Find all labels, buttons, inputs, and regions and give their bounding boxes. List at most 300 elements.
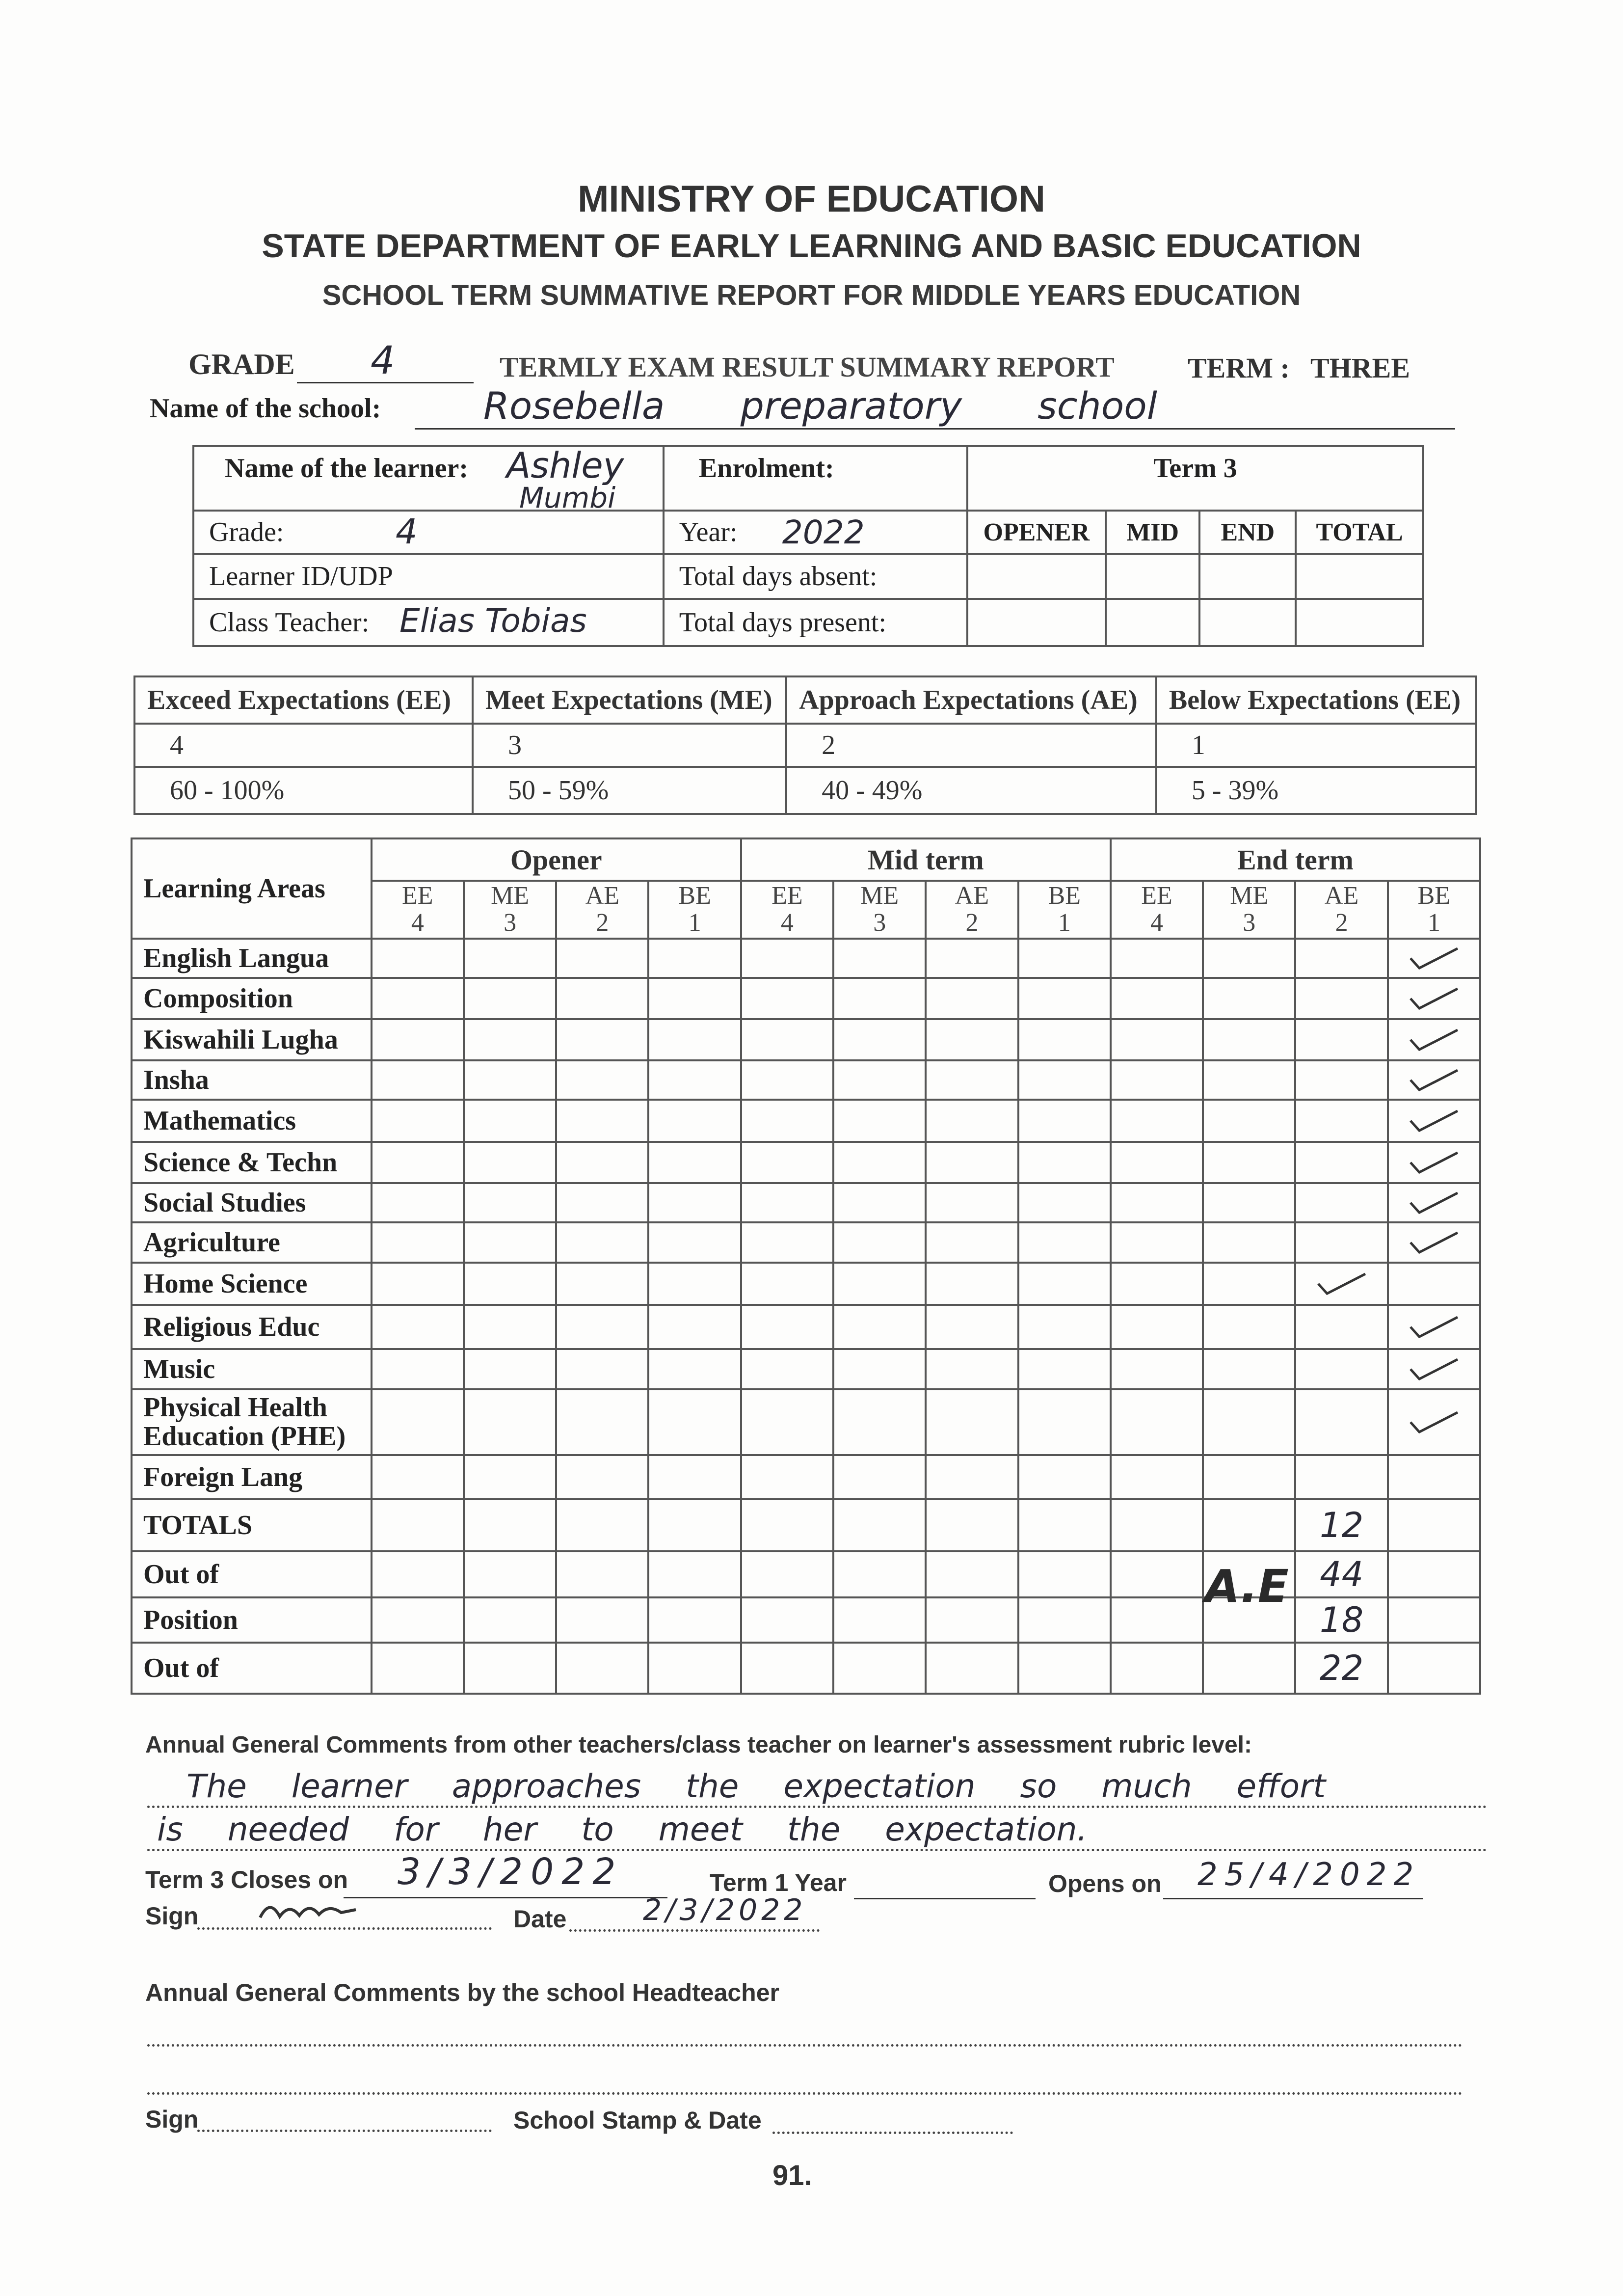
level-header-be bbox=[1388, 881, 1480, 939]
checkmark-icon bbox=[1405, 1228, 1463, 1257]
level-point: 1 bbox=[688, 909, 701, 937]
result-cell bbox=[648, 1100, 741, 1142]
result-cell bbox=[1388, 1019, 1480, 1060]
result-cell bbox=[372, 1142, 464, 1183]
result-cell bbox=[1388, 1389, 1480, 1455]
result-cell bbox=[556, 1183, 648, 1222]
result-cell bbox=[926, 1349, 1018, 1389]
days-present-label: Total days present: bbox=[679, 607, 886, 638]
summary-cell bbox=[372, 1551, 464, 1597]
page-number: 91. bbox=[772, 2160, 812, 2191]
scale-point-be: 1 bbox=[1191, 730, 1205, 760]
result-cell bbox=[1295, 939, 1387, 978]
level-header-ee bbox=[372, 881, 464, 939]
result-cell bbox=[1295, 1222, 1387, 1263]
result-cell bbox=[926, 939, 1018, 978]
result-cell bbox=[833, 1060, 926, 1100]
result-cell bbox=[464, 1349, 556, 1389]
subject-row bbox=[132, 1060, 1480, 1100]
scale-range-me: 50 - 59% bbox=[507, 775, 609, 806]
opens-on-value: 25/4/2022 bbox=[1197, 1857, 1421, 1893]
result-cell bbox=[556, 939, 648, 978]
summary-cell bbox=[1388, 1499, 1480, 1551]
year-label: Year: bbox=[679, 517, 738, 547]
result-cell bbox=[926, 1263, 1018, 1305]
result-cell bbox=[556, 1305, 648, 1349]
level-point: 2 bbox=[965, 909, 979, 937]
result-cell bbox=[1111, 1263, 1203, 1305]
grade-row-value: 4 bbox=[396, 512, 418, 552]
result-cell bbox=[648, 1349, 741, 1389]
result-cell bbox=[1203, 939, 1295, 978]
result-cell bbox=[926, 1455, 1018, 1499]
term-value: THREE bbox=[1310, 352, 1410, 384]
level-code: EE bbox=[1141, 882, 1172, 910]
result-cell bbox=[648, 1389, 741, 1455]
grade-value: 4 bbox=[371, 339, 395, 383]
result-cell bbox=[741, 1060, 833, 1100]
result-cell bbox=[372, 1305, 464, 1349]
result-cell bbox=[648, 978, 741, 1019]
grade-label: GRADE bbox=[188, 348, 295, 380]
scale-point-ee: 4 bbox=[170, 730, 184, 760]
result-cell bbox=[1018, 1263, 1111, 1305]
checkmark-icon bbox=[1405, 1354, 1463, 1384]
checkmark-icon bbox=[1405, 1188, 1463, 1217]
learner-name-label: Name of the learner: bbox=[225, 453, 469, 484]
level-header-be bbox=[1018, 881, 1111, 939]
result-cell bbox=[833, 1100, 926, 1142]
scale-point-me: 3 bbox=[507, 730, 522, 760]
result-cell bbox=[556, 1100, 648, 1142]
term-label: TERM : bbox=[1188, 352, 1290, 384]
subject-row bbox=[132, 1142, 1480, 1183]
summary-cell bbox=[1018, 1551, 1111, 1597]
level-header-ee bbox=[741, 881, 833, 939]
summary-cell bbox=[926, 1551, 1018, 1597]
summary-cell bbox=[1018, 1643, 1111, 1694]
result-cell bbox=[648, 1305, 741, 1349]
subject-name bbox=[132, 1019, 372, 1060]
teacher-signature bbox=[255, 1893, 363, 1927]
subject-row bbox=[132, 1455, 1480, 1499]
group-end-term: End term bbox=[1237, 843, 1354, 876]
summary-label: Out of bbox=[132, 1643, 372, 1694]
result-cell bbox=[1018, 1060, 1111, 1100]
subject-name-text-line2: Education (PHE) bbox=[143, 1421, 346, 1452]
summary-cell bbox=[833, 1499, 926, 1551]
subject-name-text: Music bbox=[143, 1354, 215, 1384]
result-cell bbox=[464, 1100, 556, 1142]
checkmark-icon bbox=[1405, 1312, 1463, 1342]
term3-header: Term 3 bbox=[1153, 453, 1237, 484]
summary-cell bbox=[1388, 1643, 1480, 1694]
result-cell bbox=[926, 1183, 1018, 1222]
term1-year-label: Term 1 Year bbox=[710, 1869, 847, 1896]
result-cell bbox=[1111, 1349, 1203, 1389]
result-cell bbox=[741, 1183, 833, 1222]
result-cell bbox=[648, 1060, 741, 1100]
result-cell bbox=[372, 1263, 464, 1305]
summary-cell bbox=[741, 1551, 833, 1597]
result-cell bbox=[1388, 1100, 1480, 1142]
expectation-scale-table bbox=[133, 675, 1477, 815]
level-code: AE bbox=[955, 882, 989, 910]
checkmark-icon bbox=[1405, 1106, 1463, 1135]
result-cell bbox=[1388, 1142, 1480, 1183]
head-line-1 bbox=[147, 2044, 1463, 2047]
summary-cell bbox=[1111, 1597, 1203, 1643]
result-cell bbox=[1295, 1060, 1387, 1100]
result-cell bbox=[648, 1142, 741, 1183]
result-cell bbox=[1111, 1183, 1203, 1222]
school-value: Rosebella preparatory school bbox=[483, 384, 1157, 428]
result-cell bbox=[741, 1222, 833, 1263]
result-cell bbox=[926, 1305, 1018, 1349]
result-cell bbox=[1203, 1263, 1295, 1305]
level-code: AE bbox=[585, 882, 620, 910]
result-cell bbox=[464, 1183, 556, 1222]
col-mid: MID bbox=[1126, 518, 1179, 546]
result-cell bbox=[741, 978, 833, 1019]
result-cell bbox=[464, 1222, 556, 1263]
subject-name-text: Social Studies bbox=[143, 1188, 306, 1218]
result-cell bbox=[1388, 1349, 1480, 1389]
head-line-2 bbox=[147, 2092, 1463, 2095]
level-code: AE bbox=[1324, 882, 1359, 910]
result-cell bbox=[464, 1389, 556, 1455]
summary-row bbox=[132, 1499, 1480, 1551]
learner-info-table bbox=[192, 445, 1424, 647]
result-cell bbox=[372, 1389, 464, 1455]
result-cell bbox=[833, 1389, 926, 1455]
result-cell bbox=[926, 1142, 1018, 1183]
level-point: 3 bbox=[504, 909, 517, 937]
teacher-comment-line2: is needed for her to meet the expectation. bbox=[157, 1810, 1088, 1848]
col-end: END bbox=[1221, 518, 1275, 546]
result-cell bbox=[372, 1222, 464, 1263]
result-cell bbox=[372, 1183, 464, 1222]
learner-id-label: Learner ID/UDP bbox=[209, 561, 393, 592]
result-cell bbox=[464, 1060, 556, 1100]
result-cell bbox=[1018, 939, 1111, 978]
result-cell bbox=[1111, 1142, 1203, 1183]
department-title: STATE DEPARTMENT OF EARLY LEARNING AND BASIC EDUCATION bbox=[262, 227, 1361, 265]
class-teacher-label: Class Teacher: bbox=[209, 607, 370, 638]
result-cell bbox=[1018, 1389, 1111, 1455]
summary-cell bbox=[1018, 1499, 1111, 1551]
result-cell bbox=[1203, 1349, 1295, 1389]
summary-cell bbox=[1388, 1551, 1480, 1597]
subject-name bbox=[132, 1305, 372, 1349]
level-point: 4 bbox=[1150, 909, 1164, 937]
school-stamp-label: School Stamp & Date bbox=[513, 2107, 762, 2134]
result-cell bbox=[1203, 1060, 1295, 1100]
result-cell bbox=[556, 1019, 648, 1060]
summary-cell bbox=[556, 1643, 648, 1694]
result-cell bbox=[556, 1060, 648, 1100]
col-opener: OPENER bbox=[983, 518, 1090, 546]
summary-label: Position bbox=[132, 1597, 372, 1643]
comment-line-1 bbox=[147, 1806, 1487, 1808]
summary-cell bbox=[926, 1499, 1018, 1551]
class-teacher-value: Elias Tobias bbox=[399, 602, 587, 640]
school-label: Name of the school: bbox=[150, 393, 381, 424]
subject-name-text: English Langua bbox=[143, 943, 329, 973]
result-cell bbox=[1111, 1222, 1203, 1263]
result-cell bbox=[1018, 1455, 1111, 1499]
summary-report-title: TERMLY EXAM RESULT SUMMARY REPORT bbox=[500, 351, 1115, 383]
result-cell bbox=[1295, 1349, 1387, 1389]
result-cell bbox=[926, 1100, 1018, 1142]
level-point: 1 bbox=[1427, 909, 1440, 937]
level-code: ME bbox=[1230, 882, 1269, 910]
summary-cell bbox=[464, 1551, 556, 1597]
result-cell bbox=[1018, 1183, 1111, 1222]
result-cell bbox=[1295, 1455, 1387, 1499]
summary-cell bbox=[1203, 1499, 1295, 1551]
level-code: BE bbox=[678, 882, 711, 910]
result-cell bbox=[1203, 1305, 1295, 1349]
result-cell bbox=[1388, 1305, 1480, 1349]
subject-name bbox=[132, 1100, 372, 1142]
result-cell bbox=[1203, 1019, 1295, 1060]
summary-cell bbox=[833, 1597, 926, 1643]
summary-cell bbox=[1111, 1499, 1203, 1551]
closes-underline bbox=[344, 1897, 667, 1898]
level-point: 3 bbox=[873, 909, 886, 937]
result-cell bbox=[1203, 1183, 1295, 1222]
checkmark-icon bbox=[1405, 1407, 1463, 1437]
result-cell bbox=[1388, 1263, 1480, 1305]
summary-row bbox=[132, 1643, 1480, 1694]
scale-range-ee: 60 - 100% bbox=[170, 775, 285, 806]
result-cell bbox=[1018, 1222, 1111, 1263]
result-cell bbox=[556, 1222, 648, 1263]
result-cell bbox=[372, 939, 464, 978]
subject-row bbox=[132, 1183, 1480, 1222]
scale-point-ae: 2 bbox=[822, 730, 836, 760]
head-sign-label: Sign bbox=[145, 2106, 199, 2133]
headteacher-comments-label: Annual General Comments by the school Headteacher bbox=[145, 1979, 779, 2006]
result-cell bbox=[833, 939, 926, 978]
summary-value: 22 bbox=[1295, 1643, 1387, 1694]
sign-label: Sign bbox=[145, 1902, 199, 1930]
subject-name-text: Science & Techn bbox=[143, 1147, 338, 1178]
subject-name bbox=[132, 1263, 372, 1305]
subject-row bbox=[132, 1305, 1480, 1349]
checkmark-icon bbox=[1405, 1025, 1463, 1054]
result-cell bbox=[833, 1019, 926, 1060]
result-cell bbox=[648, 1263, 741, 1305]
result-cell bbox=[1203, 1389, 1295, 1455]
result-cell bbox=[1111, 1060, 1203, 1100]
level-header-ae bbox=[556, 881, 648, 939]
subject-row bbox=[132, 1019, 1480, 1060]
result-cell bbox=[556, 1142, 648, 1183]
level-header-ee bbox=[1111, 881, 1203, 939]
level-point: 3 bbox=[1243, 909, 1256, 937]
checkmark-icon bbox=[1405, 944, 1463, 973]
scale-header-ae: Approach Expectations (AE) bbox=[799, 685, 1138, 715]
scale-header-me: Meet Expectations (ME) bbox=[485, 685, 772, 715]
result-cell bbox=[1018, 1100, 1111, 1142]
summary-cell bbox=[648, 1643, 741, 1694]
result-cell bbox=[556, 978, 648, 1019]
subject-row bbox=[132, 1389, 1480, 1455]
level-point: 4 bbox=[780, 909, 794, 937]
subject-row bbox=[132, 1222, 1480, 1263]
date-value: 2/3/2022 bbox=[643, 1893, 807, 1927]
level-point: 2 bbox=[1335, 909, 1348, 937]
summary-label: Out of bbox=[132, 1551, 372, 1597]
result-cell bbox=[556, 1389, 648, 1455]
result-cell bbox=[741, 1142, 833, 1183]
result-cell bbox=[464, 1019, 556, 1060]
level-header-ae bbox=[926, 881, 1018, 939]
term-closes-label: Term 3 Closes on bbox=[145, 1866, 348, 1893]
level-header-me bbox=[833, 881, 926, 939]
subject-name-text: Kiswahili Lugha bbox=[143, 1025, 338, 1055]
summary-cell bbox=[372, 1643, 464, 1694]
ministry-title: MINISTRY OF EDUCATION bbox=[578, 178, 1045, 220]
result-cell bbox=[1111, 1100, 1203, 1142]
checkmark-icon bbox=[1405, 1065, 1463, 1095]
subject-name bbox=[132, 1060, 372, 1100]
subject-row bbox=[132, 1349, 1480, 1389]
days-absent-label: Total days absent: bbox=[679, 561, 878, 592]
result-cell bbox=[464, 939, 556, 978]
subject-name-text: Composition bbox=[143, 983, 293, 1014]
result-cell bbox=[1203, 1222, 1295, 1263]
date-dots bbox=[569, 1929, 820, 1932]
opens-on-label: Opens on bbox=[1048, 1870, 1162, 1897]
subject-name bbox=[132, 1142, 372, 1183]
summary-cell bbox=[372, 1499, 464, 1551]
subject-name-text: Agriculture bbox=[143, 1227, 280, 1258]
learning-areas-label: Learning Areas bbox=[143, 873, 325, 904]
subject-name-text: Home Science bbox=[143, 1269, 308, 1299]
subject-name-text: Physical Health bbox=[143, 1392, 327, 1423]
school-underline bbox=[415, 428, 1455, 430]
result-cell bbox=[648, 1455, 741, 1499]
result-cell bbox=[556, 1263, 648, 1305]
level-code: ME bbox=[860, 882, 899, 910]
summary-cell bbox=[1111, 1643, 1203, 1694]
summary-cell bbox=[741, 1597, 833, 1643]
result-cell bbox=[833, 1305, 926, 1349]
result-cell bbox=[926, 978, 1018, 1019]
result-cell bbox=[741, 1263, 833, 1305]
summary-cell bbox=[648, 1551, 741, 1597]
teacher-comment-line1: The learner approaches the expectation so much effort bbox=[186, 1767, 1326, 1805]
result-cell bbox=[372, 1100, 464, 1142]
comment-line-2 bbox=[147, 1849, 1487, 1851]
teacher-comments-label: Annual General Comments from other teachers/class teacher on learner's assessment rubric level: bbox=[145, 1732, 1252, 1758]
level-point: 4 bbox=[411, 909, 424, 937]
result-cell bbox=[1018, 1019, 1111, 1060]
result-cell bbox=[1018, 978, 1111, 1019]
term1-underline bbox=[854, 1898, 1036, 1899]
summary-cell bbox=[1018, 1597, 1111, 1643]
date-label: Date bbox=[513, 1905, 567, 1933]
summary-cell bbox=[372, 1597, 464, 1643]
result-cell bbox=[741, 1389, 833, 1455]
summary-cell bbox=[926, 1597, 1018, 1643]
result-cell bbox=[741, 1349, 833, 1389]
summary-value: 44 bbox=[1295, 1551, 1387, 1597]
subject-name bbox=[132, 978, 372, 1019]
summary-cell bbox=[556, 1597, 648, 1643]
group-mid-term: Mid term bbox=[867, 843, 984, 876]
summary-cell bbox=[464, 1499, 556, 1551]
summary-cell bbox=[741, 1643, 833, 1694]
result-cell bbox=[648, 939, 741, 978]
result-cell bbox=[833, 1349, 926, 1389]
level-header-be bbox=[648, 881, 741, 939]
result-cell bbox=[741, 939, 833, 978]
subject-name-text: Religious Educ bbox=[143, 1312, 320, 1342]
subject-name bbox=[132, 1222, 372, 1263]
subject-row bbox=[132, 1263, 1480, 1305]
result-cell bbox=[926, 1019, 1018, 1060]
result-cell bbox=[741, 1019, 833, 1060]
scale-header-ee: Exceed Expectations (EE) bbox=[147, 685, 452, 715]
year-value: 2022 bbox=[782, 513, 865, 551]
level-header-me bbox=[464, 881, 556, 939]
result-cell bbox=[464, 1263, 556, 1305]
learner-name-last: Mumbi bbox=[519, 481, 616, 514]
result-cell bbox=[1295, 1019, 1387, 1060]
subject-name-text: Foreign Lang bbox=[143, 1462, 303, 1492]
head-sign-dots bbox=[197, 2130, 492, 2132]
summary-cell bbox=[833, 1551, 926, 1597]
enrolment-label: Enrolment: bbox=[698, 453, 834, 484]
grade-mark: A.E bbox=[1205, 1560, 1289, 1613]
result-cell bbox=[741, 1455, 833, 1499]
result-cell bbox=[1388, 1222, 1480, 1263]
result-cell bbox=[1388, 1060, 1480, 1100]
result-cell bbox=[464, 1455, 556, 1499]
grade-row-label: Grade: bbox=[209, 517, 284, 547]
level-point: 2 bbox=[596, 909, 609, 937]
result-cell bbox=[1295, 1142, 1387, 1183]
result-cell bbox=[1388, 1183, 1480, 1222]
checkmark-icon bbox=[1405, 1148, 1463, 1177]
summary-cell bbox=[833, 1643, 926, 1694]
summary-cell bbox=[1203, 1643, 1295, 1694]
subject-name bbox=[132, 939, 372, 978]
summary-label: TOTALS bbox=[132, 1499, 372, 1551]
subject-row bbox=[132, 1100, 1480, 1142]
result-cell bbox=[372, 978, 464, 1019]
subject-name bbox=[132, 1455, 372, 1499]
result-cell bbox=[833, 1222, 926, 1263]
result-cell bbox=[1111, 978, 1203, 1019]
level-code: ME bbox=[491, 882, 530, 910]
checkmark-icon bbox=[1312, 1269, 1371, 1298]
summary-cell bbox=[648, 1597, 741, 1643]
result-cell bbox=[833, 1455, 926, 1499]
result-cell bbox=[1203, 1455, 1295, 1499]
result-cell bbox=[1203, 1100, 1295, 1142]
result-cell bbox=[833, 1183, 926, 1222]
summary-cell bbox=[556, 1499, 648, 1551]
result-cell bbox=[1295, 1183, 1387, 1222]
result-cell bbox=[372, 1349, 464, 1389]
result-cell bbox=[1111, 1305, 1203, 1349]
summary-cell bbox=[556, 1551, 648, 1597]
